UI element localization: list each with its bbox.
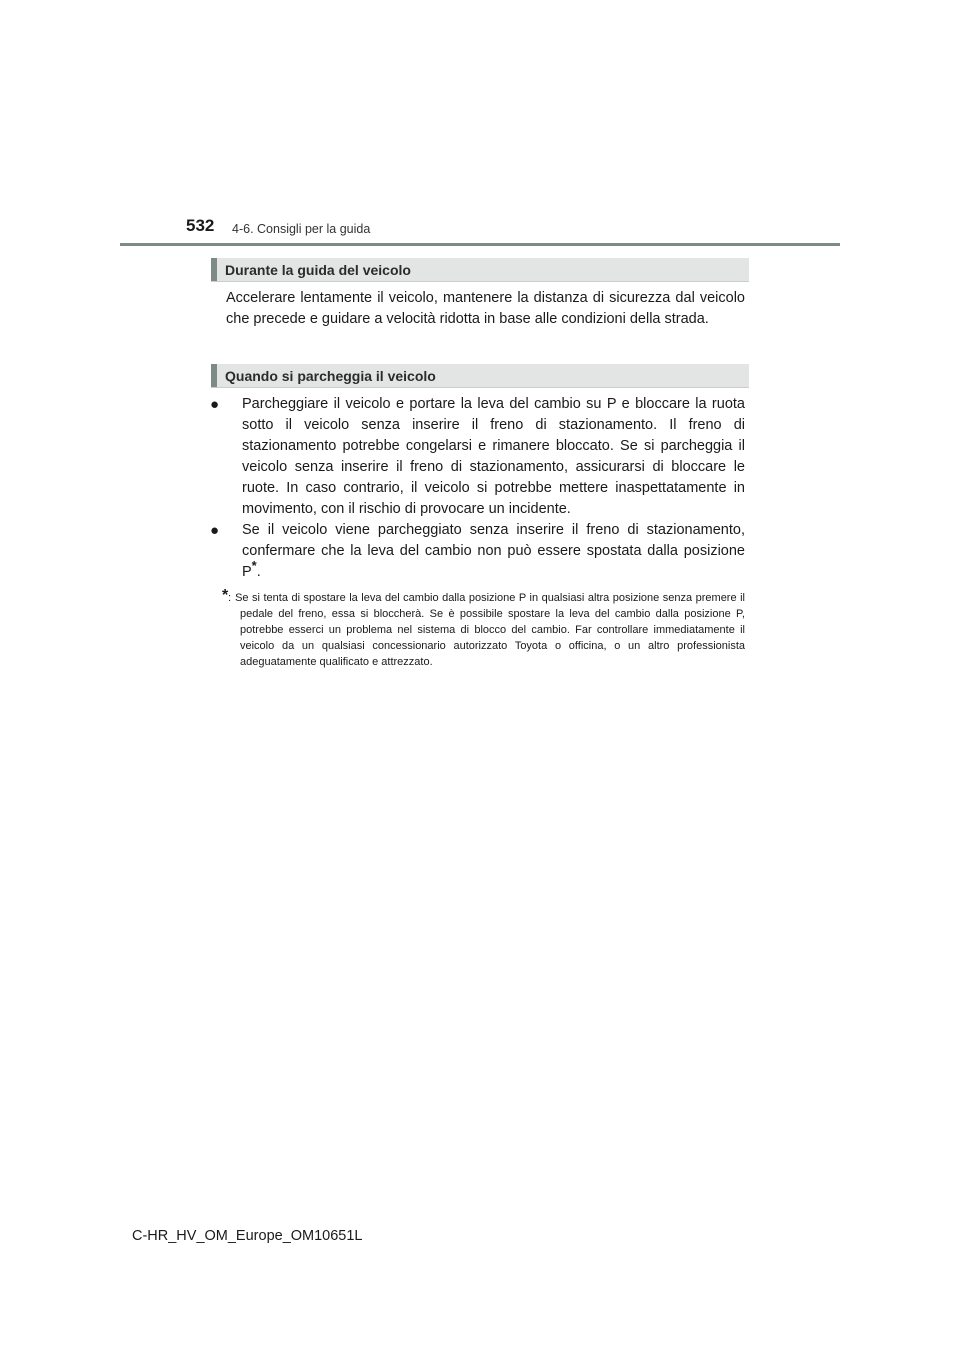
footnote bbox=[222, 587, 745, 670]
heading-driving-text: Durante la guida del veicolo bbox=[225, 262, 411, 278]
document-id: C-HR_HV_OM_Europe_OM10651L bbox=[132, 1228, 363, 1244]
heading-parking bbox=[211, 364, 749, 388]
parking-bullet-2 bbox=[210, 520, 745, 583]
parking-bullet-1 bbox=[210, 394, 745, 520]
heading-driving bbox=[211, 258, 749, 282]
footnote-text: Se si tenta di spostare la leva del cambio dalla posizione P in qualsiasi altra posizione senza premere il pedale del freno, essa si bloccherà. Se è possibile spostare la leva del cambio dalla posizione P, potrebbe esserci un problema nel sistema di blocco del cambio. Far controllare immediatamente il veicolo da un qualsiasi concessionario autorizzato Toyota o officina, o un altro professionista adeguatamente qualificato e attrezzato. bbox=[235, 592, 745, 668]
page-number: 532 bbox=[186, 216, 215, 235]
driving-paragraph: Accelerare lentamente il veicolo, mantenere la distanza di sicurezza dal veicolo che precede e guidare a velocità ridotta in base alle condizioni della strada. bbox=[226, 290, 745, 327]
footnote-mark: * bbox=[222, 587, 229, 604]
parking-bullet-2-paragraph bbox=[242, 520, 745, 583]
parking-bullet-2-text: Se il veicolo viene parcheggiato senza inserire il freno di stazionamento, confermare che la leva del cambio non può essere spostata dalla posizione P bbox=[242, 522, 745, 580]
bullet-dot-icon: ● bbox=[210, 396, 220, 413]
parking-bullet-1-text: Parcheggiare il veicolo e portare la leva del cambio su P e bloccare la ruota sotto il veicolo senza inserire il freno di stazionamento. Il freno di stazionamento potrebbe congelarsi e rimanere bloccato. Se si parcheggia il veicolo senza inserire il freno di stazionamento, assicurarsi di bloccare le ruote. In caso contrario, il veicolo si potrebbe mettere inaspettatamente in movimento, con il rischio di provocare un incidente. bbox=[242, 396, 745, 517]
footnote-colon: : bbox=[228, 592, 232, 604]
asterisk-reference: * bbox=[251, 558, 257, 574]
bullet-dot-icon: ● bbox=[210, 522, 220, 539]
section-reference: 4-6. Consigli per la guida bbox=[232, 222, 371, 236]
bullet-2-suffix: . bbox=[256, 564, 261, 580]
footnote-paragraph bbox=[228, 590, 745, 670]
heading-parking-text: Quando si parcheggia il veicolo bbox=[225, 368, 436, 384]
header-rule bbox=[120, 243, 840, 246]
